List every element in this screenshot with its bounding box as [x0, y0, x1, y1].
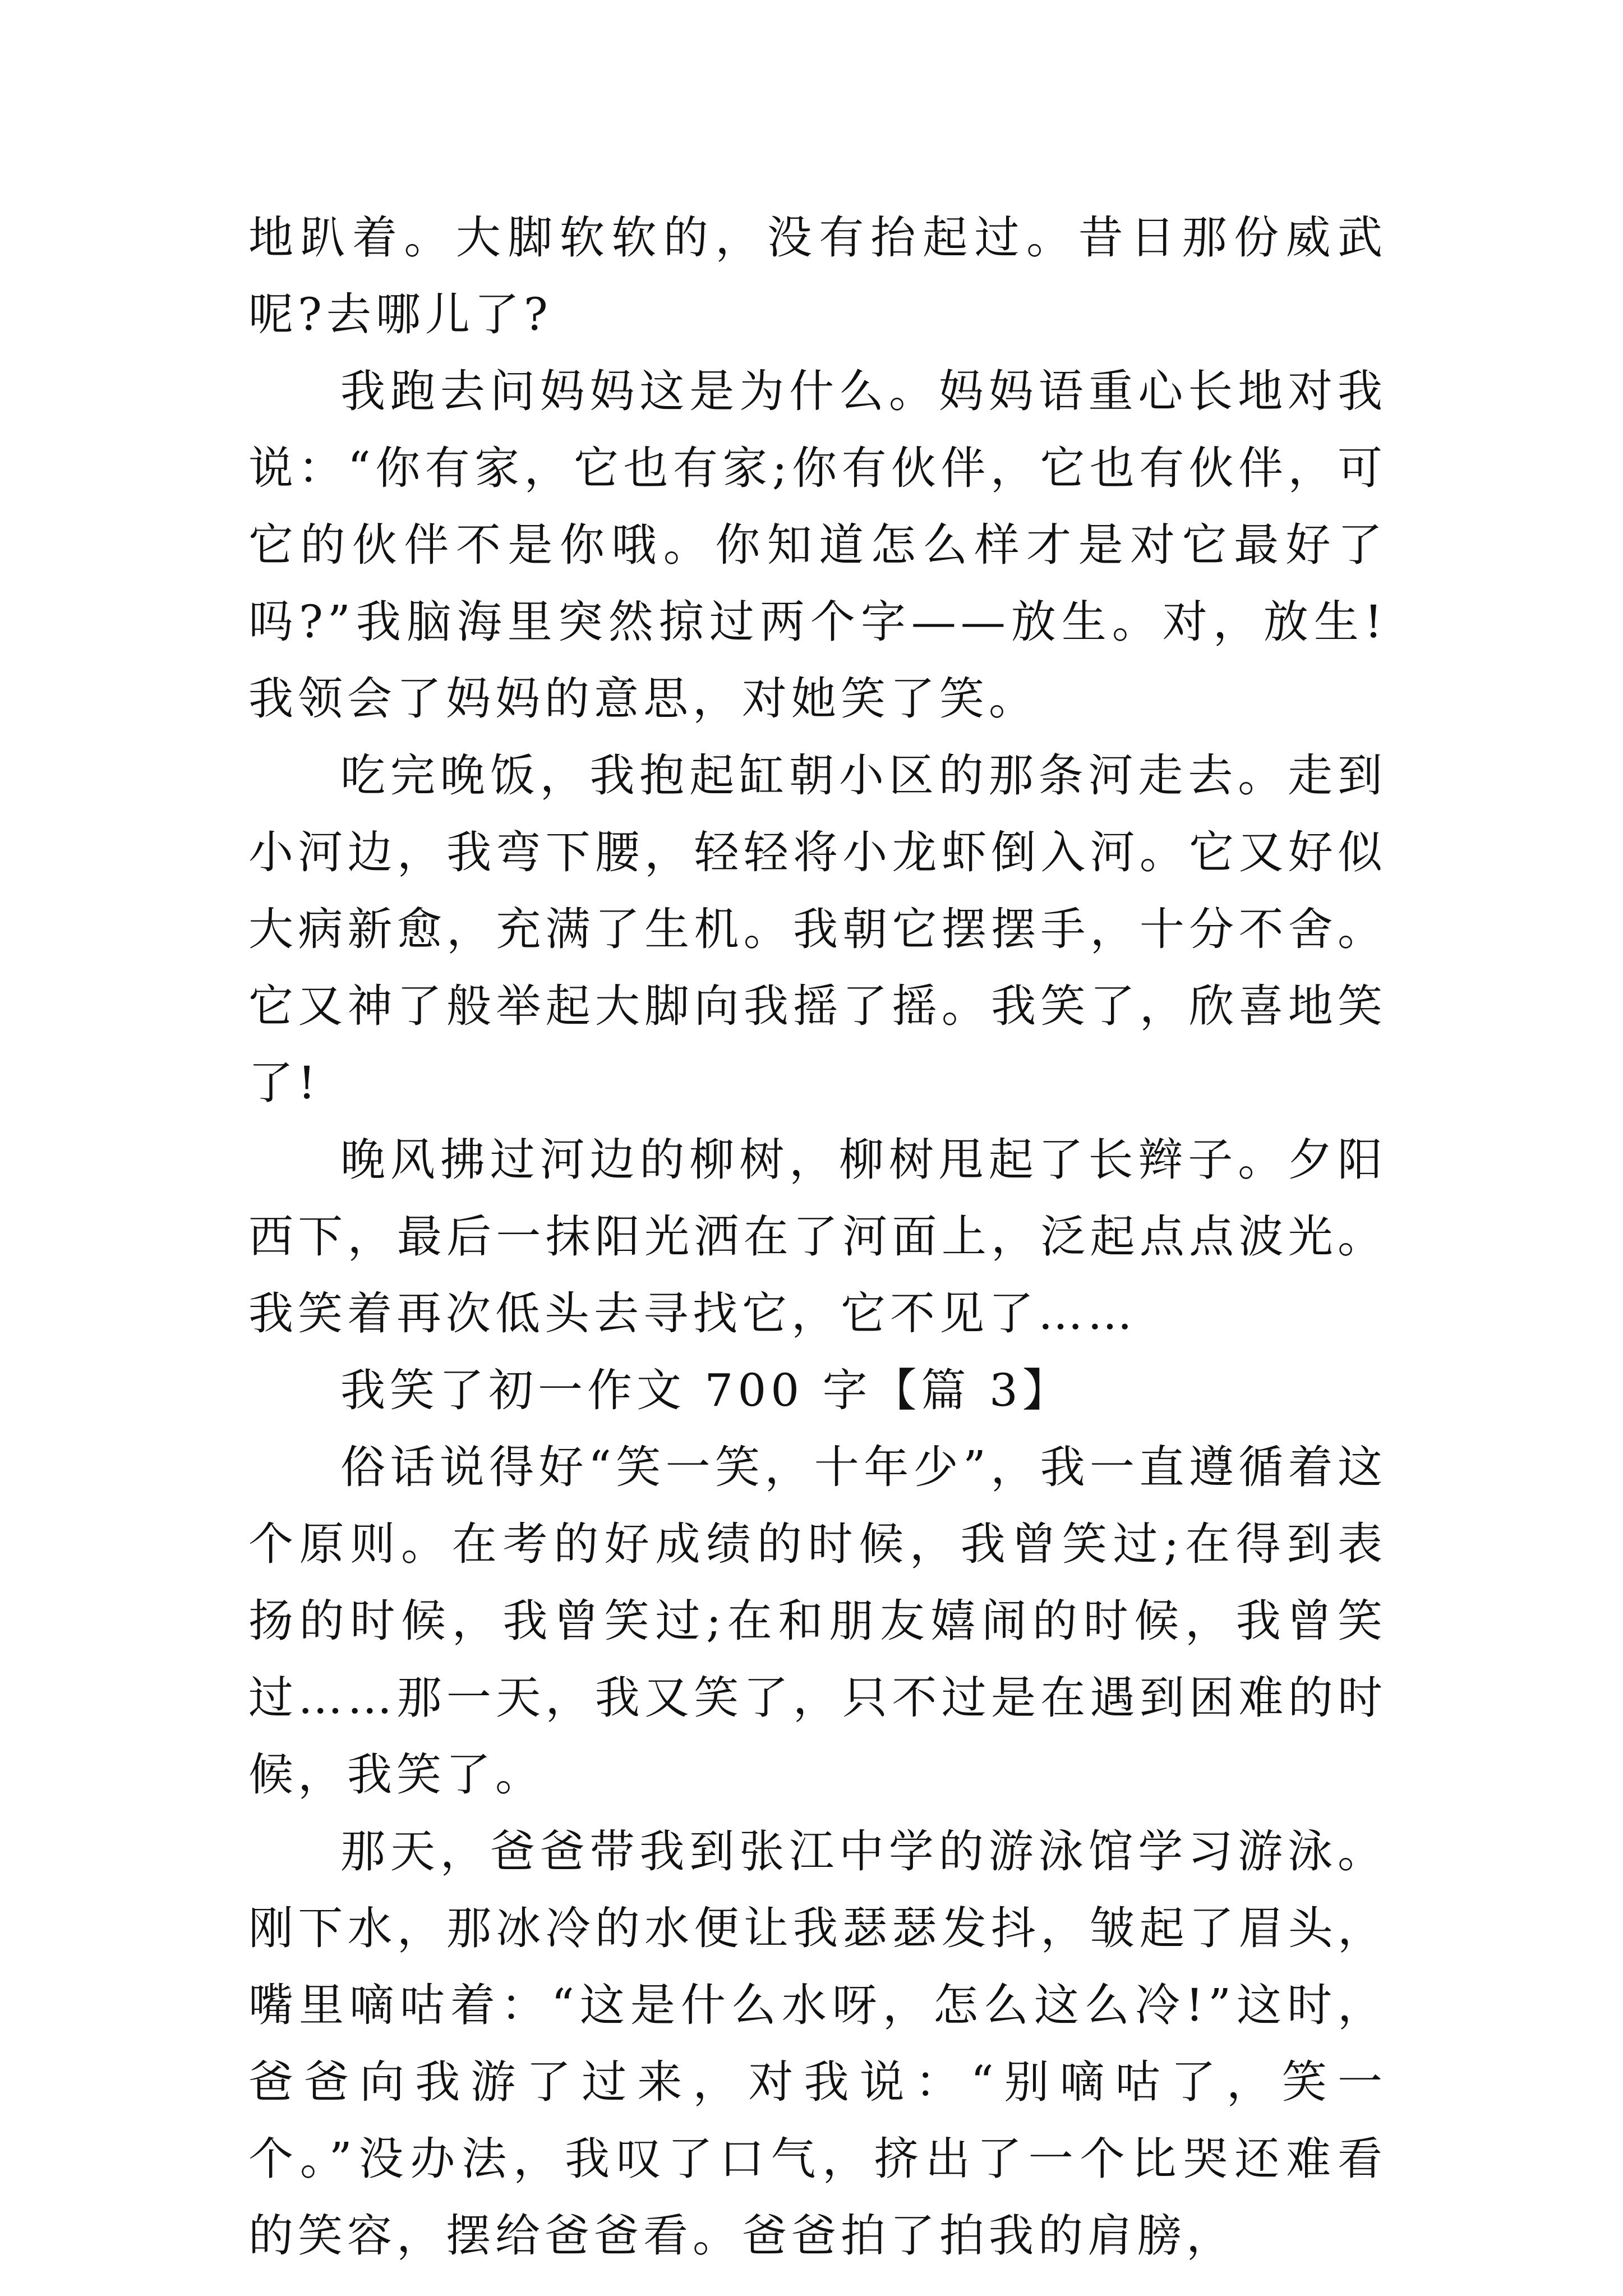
paragraph-2: 我跑去问妈妈这是为什么。妈妈语重心长地对我说：“你有家，它也有家;你有伙伴，它也有伙伴，可它的伙伴不是你哦。你知道怎么样才是对它最好了吗?”我脑海里突然掠过两个字——放生。对，放生!我领会了妈妈的意思，对她笑了笑。 — [248, 365, 1387, 725]
paragraph-1: 地趴着。大脚软软的，没有抬起过。昔日那份威武呢?去哪儿了? — [248, 211, 1387, 341]
paragraph-5: 俗话说得好“笑一笑，十年少”，我一直遵循着这个原则。在考的好成绩的时候，我曾笑过;在得到表扬的时候，我曾笑过;在和朋友嬉闹的时候，我曾笑过……那一天，我又笑了，只不过是在遇到困难的时候，我笑了。 — [248, 1441, 1387, 1801]
section-heading: 我笑了初一作文 700 字【篇 3】 — [340, 1364, 1072, 1416]
document-body — [248, 199, 1387, 2274]
paragraph-3: 吃完晚饭，我抱起缸朝小区的那条河走去。走到小河边，我弯下腰，轻轻将小龙虾倒入河。它又好似大病新愈，充满了生机。我朝它摆摆手，十分不舍。它又神了般举起大脚向我摇了摇。我笑了，欣喜地笑了! — [248, 749, 1387, 1109]
paragraph-4: 晚风拂过河边的柳树，柳树甩起了长辫子。夕阳西下，最后一抹阳光洒在了河面上，泛起点点波光。我笑着再次低头去寻找它，它不见了…… — [248, 1134, 1387, 1340]
paragraph-6: 那天，爸爸带我到张江中学的游泳馆学习游泳。刚下水，那冰冷的水便让我瑟瑟发抖，皱起了眉头，嘴里嘀咕着：“这是什么水呀，怎么这么冷!”这时，爸爸向我游了过来，对我说：“别嘀咕了，笑一个。”没办法，我叹了口气，挤出了一个比哭还难看的笑容，摆给爸爸看。爸爸拍了拍我的肩膀， — [248, 1825, 1387, 2262]
